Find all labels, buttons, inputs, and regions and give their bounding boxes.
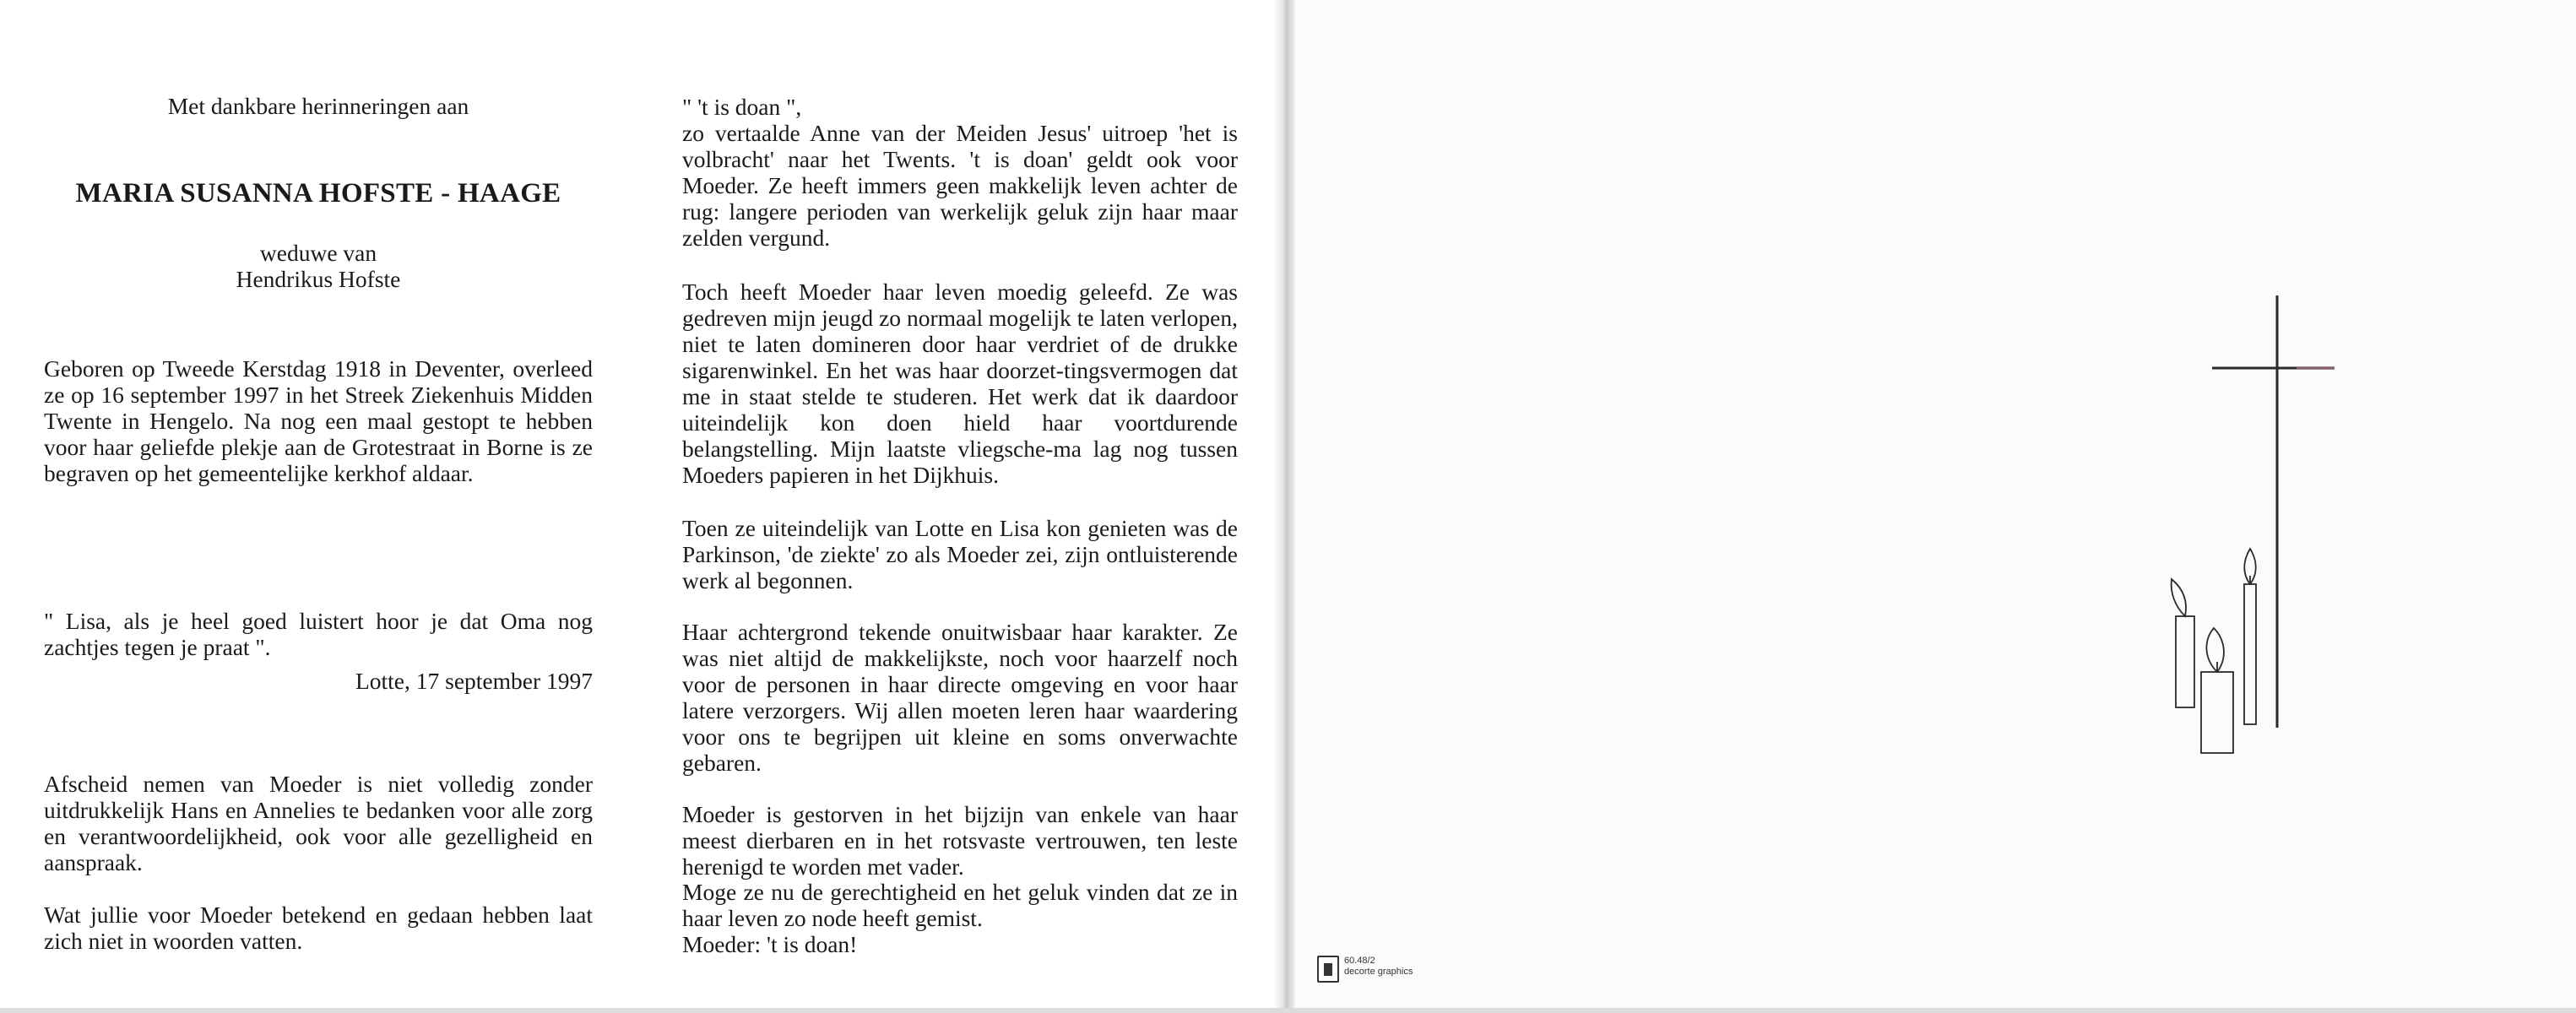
paragraph-6: Moge ze nu de gerechtigheid en het geluk vinden dat ze in haar leven zo node heeft gemist. [682,879,1238,931]
publisher-brand: decorte graphics [1344,967,1413,977]
paragraph-3: Toen ze uiteindelijk van Lotte en Lisa kon genieten was de Parkinson, 'de ziekte' zo als Moeder zei, zijn ontluisterende werk al begonnen. [682,515,1238,593]
grandchild-quote: " Lisa, als je heel goed luistert hoor je dat Oma nog zachtjes tegen je praat ". [44,608,593,660]
paragraph-4: Haar achtergrond tekende onuitwisbaar haar karakter. Ze was niet altijd de makkelijkste, noch voor haarzelf noch voor de personen in haar directe omgeving en voor haar latere verzorgers. Wij allen moeten leren haar waardering voor ons te begrijpen uit kleine en soms onverwachte gebaren. [682,619,1238,776]
paragraph-2: Toch heeft Moeder haar leven moedig geleefd. Ze was gedreven mijn jeugd zo normaal mogelijk te laten verlopen, niet te laten domineren door haar verdriet of de drukke sigarenwinkel. En het was haar doorzet-tingsvermogen dat me in staat stelde te studeren. Het werk dat ik daardoor uiteindelijk kon doen hield haar voortdurende belangstelling. Mijn laatste vliegsche-ma lag nog tussen Moeders papieren in het Dijkhuis. [682,279,1238,488]
cross-and-candles-illustration [2145,287,2364,760]
publisher-logo-icon [1317,956,1339,983]
paragraph-5: Moeder is gestorven in het bijzijn van enkele van haar meest dierbaren en in het rotsvaste vertrouwen, ten leste herenigd te worden met vader. [682,801,1238,880]
paragraph-1: zo vertaalde Anne van der Meiden Jesus' uitroep 'het is volbracht' naar het Twents. 't is doan' geldt ook voor Moeder. Ze heeft immers geen makkelijk leven achter de rug: langere perioden van werkelijk geluk zijn haar maar zelden vergund. [682,120,1238,251]
thanks-paragraph: Afscheid nemen van Moeder is niet volledig zonder uitdrukkelijk Hans en Annelies te bedanken voor alle zorg en verantwoordelijkheid, ook voor alle gezelligheid en aanspraak. [44,771,593,875]
widow-block [44,240,593,292]
paragraph-7: Moeder: 't is doan! [682,931,858,957]
widow-line-1: weduwe van [259,240,377,266]
publisher-code: 60.48/2 [1344,956,1375,966]
title-quote: " 't is doan ", [682,94,802,120]
publisher-text [1344,956,1413,978]
quote-signature: Lotte, 17 september 1997 [355,668,593,694]
scan-bottom-edge [0,1008,2576,1013]
widow-line-2: Hendrikus Hofste [236,266,401,292]
candles-icon [2172,549,2256,753]
publisher-mark [1317,956,1461,989]
intro-line: Met dankbare herinneringen aan [167,93,469,119]
deceased-name [44,176,593,210]
cross-icon [2212,295,2335,728]
closing-paragraph: Wat jullie voor Moeder betekend en gedaan hebben laat zich niet in woorden vatten. [44,902,593,954]
card-front-page [1295,0,2576,1008]
birth-paragraph: Geboren op Tweede Kerstdag 1918 in Deventer, overleed ze op 16 september 1997 in het Streek Ziekenhuis Midden Twente in Hengelo. Na nog een maal gestopt te hebben voor haar geliefde plekje aan de Grotestraat in Borne is ze begraven op het gemeentelijke kerkhof aldaar. [44,355,593,486]
card-fold [1273,0,1295,1008]
deceased-name-text: MARIA SUSANNA HOFSTE - HAAGE [75,178,561,209]
